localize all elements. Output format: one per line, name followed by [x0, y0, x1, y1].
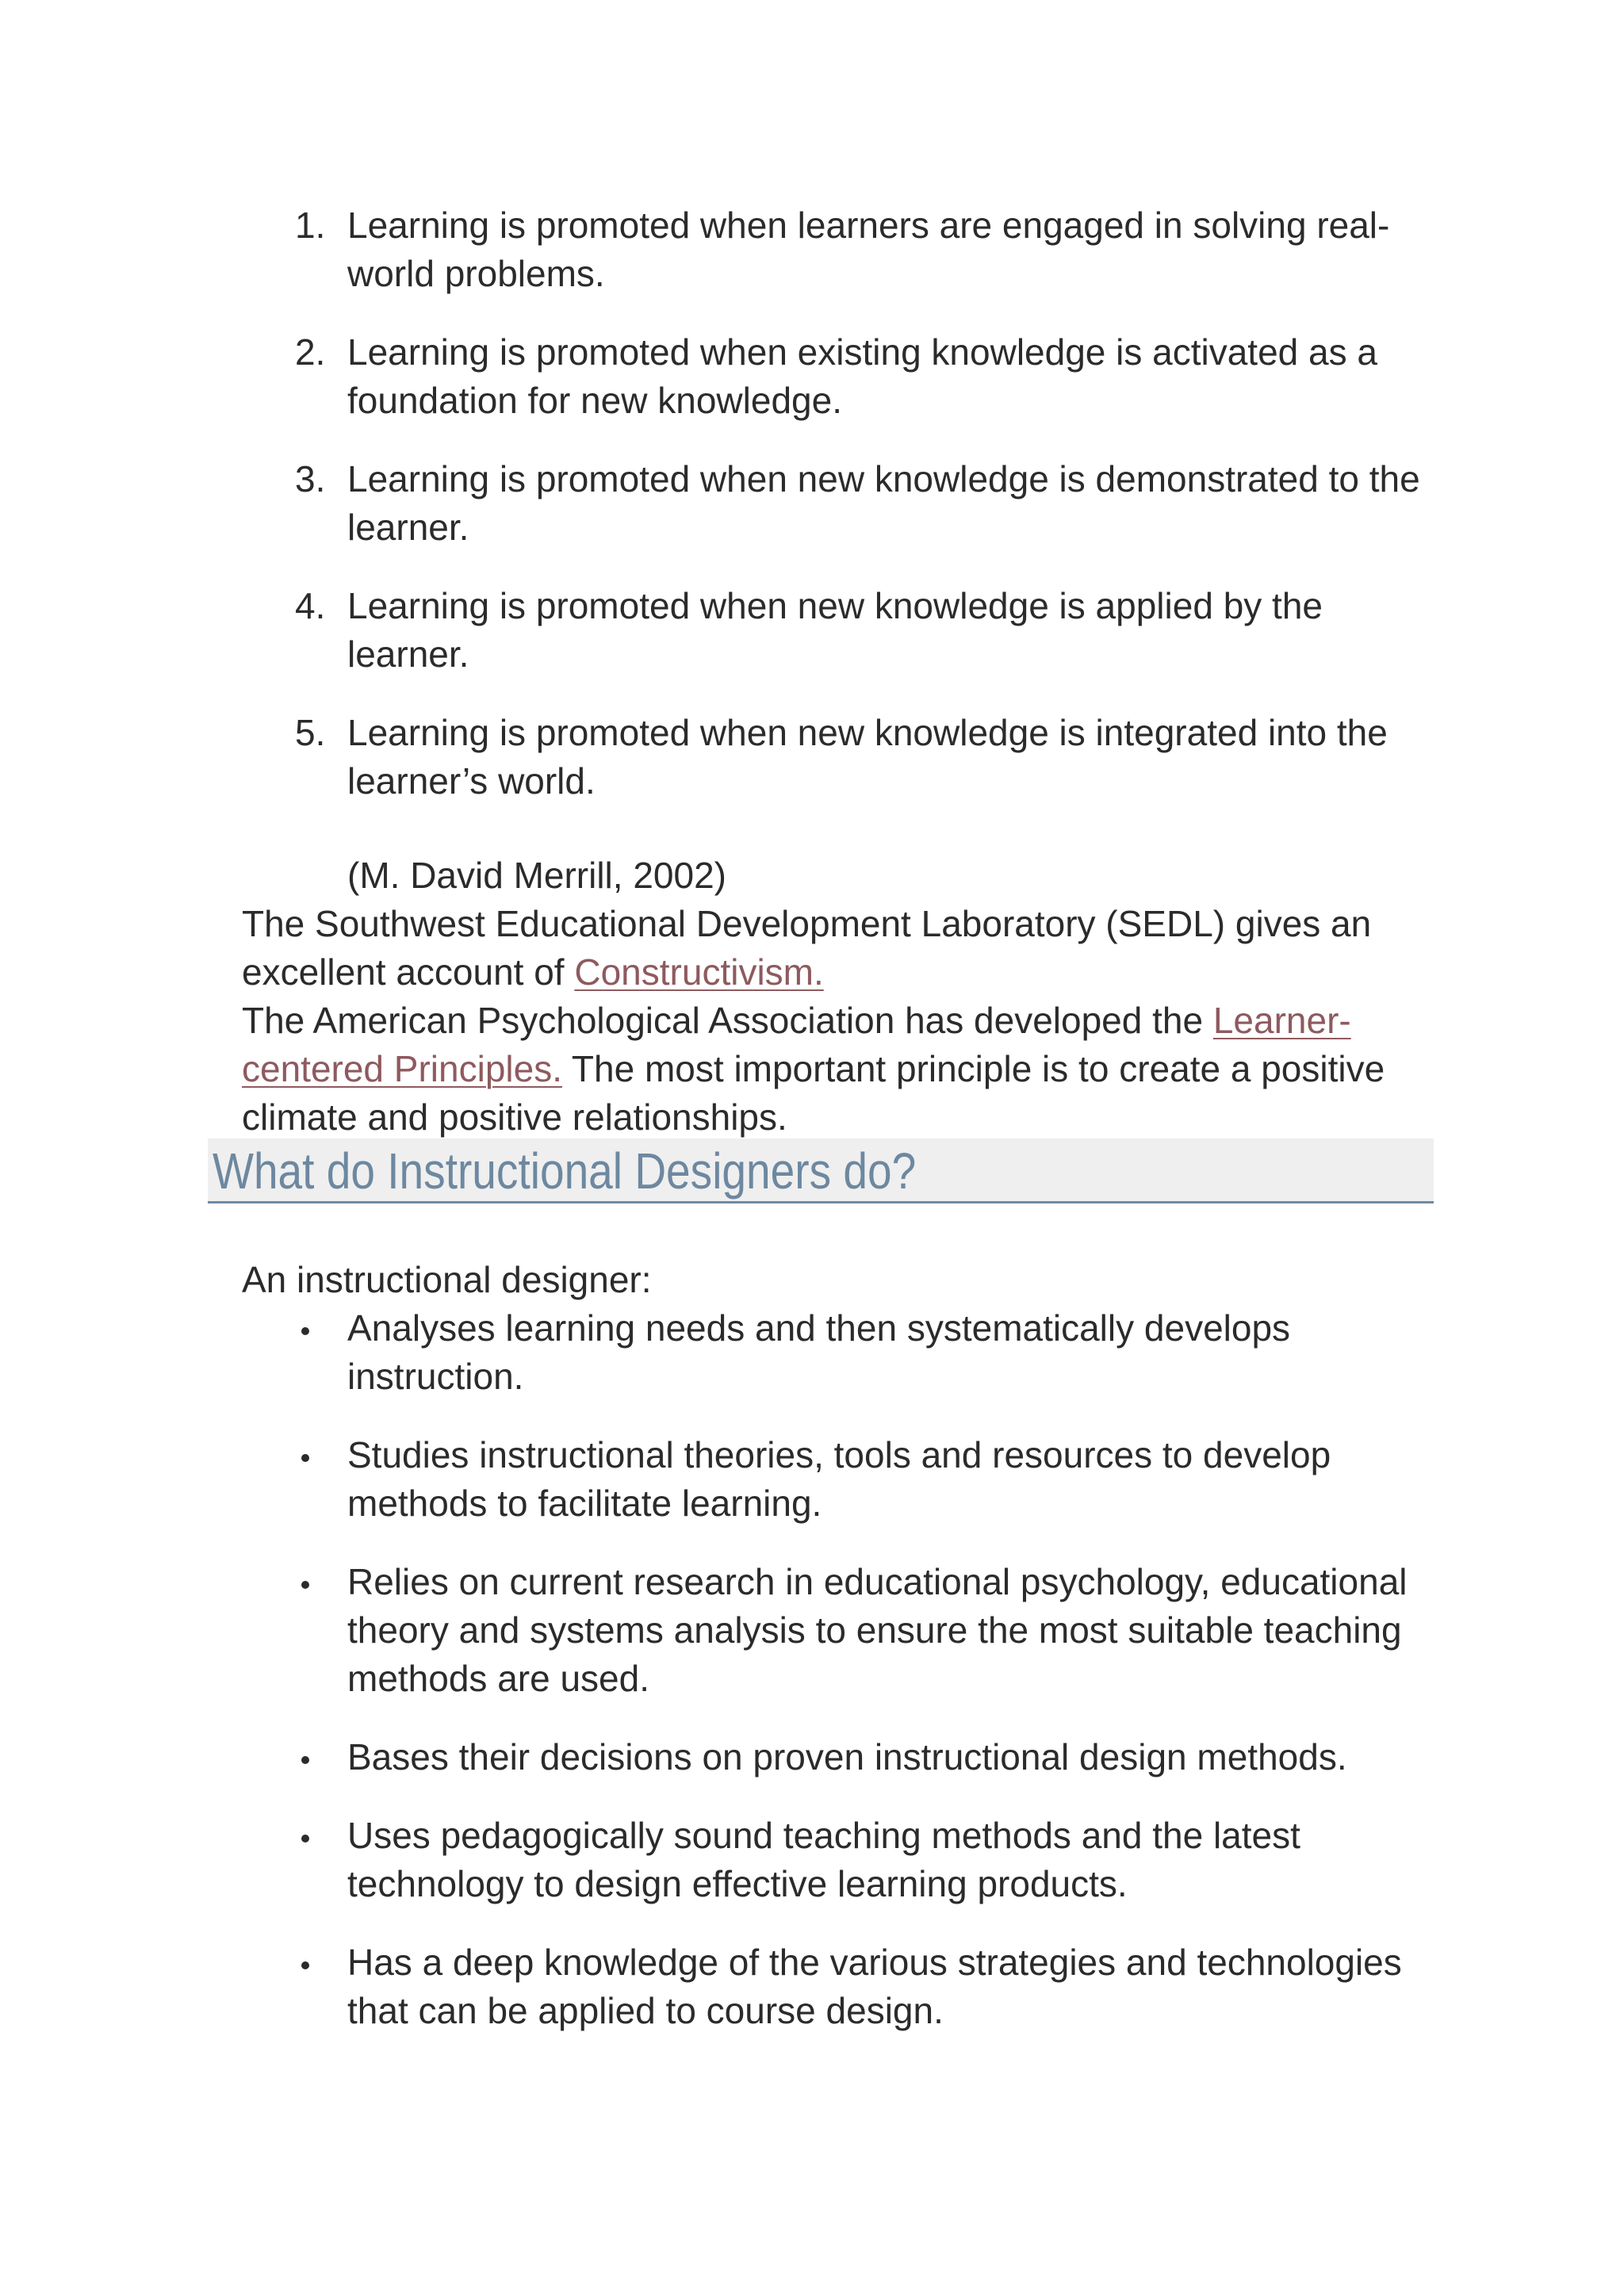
list-item	[295, 709, 1421, 806]
bullet-icon	[301, 1961, 309, 1969]
list-number: 1.	[295, 205, 326, 246]
apa-paragraph-text-before: The American Psychological Association has developed the	[242, 1000, 1213, 1041]
list-item-text: Learning is promoted when learners are engaged in solving real-world problems.	[347, 205, 1390, 294]
list-item-text: Studies instructional theories, tools and resources to develop methods to facilitate learning.	[347, 1434, 1331, 1524]
section-heading: What do Instructional Designers do?	[213, 1142, 917, 1200]
bullet-icon	[301, 1835, 309, 1843]
list-item-text: Uses pedagogically sound teaching methods and the latest technology to design effective learning products.	[347, 1815, 1300, 1904]
list-item-text: Learning is promoted when existing knowledge is activated as a foundation for new knowledge.	[347, 331, 1377, 421]
list-item	[295, 1812, 1421, 1908]
list-item	[295, 1733, 1421, 1781]
bullet-icon	[301, 1756, 309, 1764]
list-item	[295, 1558, 1421, 1703]
bullet-icon	[301, 1581, 309, 1589]
sedl-paragraph-text: The Southwest Educational Development Laboratory (SEDL) gives an excellent account of	[242, 903, 1372, 993]
apa-paragraph	[242, 997, 1431, 1142]
list-item	[295, 1938, 1421, 2035]
list-item-text: Relies on current research in educational psychology, educational theory and systems analysis to ensure the most suitable teaching methods are used.	[347, 1561, 1408, 1699]
bullet-icon	[301, 1327, 309, 1335]
list-number: 3.	[295, 458, 326, 499]
citation: (M. David Merrill, 2002)	[347, 855, 726, 896]
sedl-paragraph	[242, 900, 1431, 997]
learner-centered-principles-link[interactable]: Learner-centered Principles.	[242, 1000, 1351, 1089]
section-heading-band	[208, 1138, 1434, 1203]
list-number: 4.	[295, 585, 326, 626]
list-item	[295, 1431, 1421, 1528]
list-item-text: Learning is promoted when new knowledge is demonstrated to the learner.	[347, 458, 1420, 548]
designer-duties-bullet-list	[295, 1304, 1421, 2065]
list-item	[295, 582, 1421, 679]
list-item	[295, 201, 1421, 298]
list-item-text: Has a deep knowledge of the various strategies and technologies that can be applied to course design.	[347, 1942, 1402, 2031]
principles-numbered-list	[295, 201, 1421, 836]
list-number: 2.	[295, 331, 326, 373]
list-item	[295, 455, 1421, 552]
list-item-text: Analyses learning needs and then systematically develops instruction.	[347, 1307, 1291, 1397]
list-item-text: Learning is promoted when new knowledge is applied by the learner.	[347, 585, 1323, 675]
intro-text: An instructional designer:	[242, 1259, 652, 1300]
list-number: 5.	[295, 712, 326, 753]
constructivism-link[interactable]: Constructivism.	[574, 951, 824, 993]
bullet-icon	[301, 1454, 309, 1462]
list-item-text: Bases their decisions on proven instructional design methods.	[347, 1736, 1347, 1777]
list-item	[295, 328, 1421, 425]
apa-paragraph-text-after: The most important principle is to create a positive climate and positive relationships.	[242, 1048, 1385, 1138]
list-item	[295, 1304, 1421, 1401]
list-item-text: Learning is promoted when new knowledge is integrated into the learner’s world.	[347, 712, 1388, 802]
